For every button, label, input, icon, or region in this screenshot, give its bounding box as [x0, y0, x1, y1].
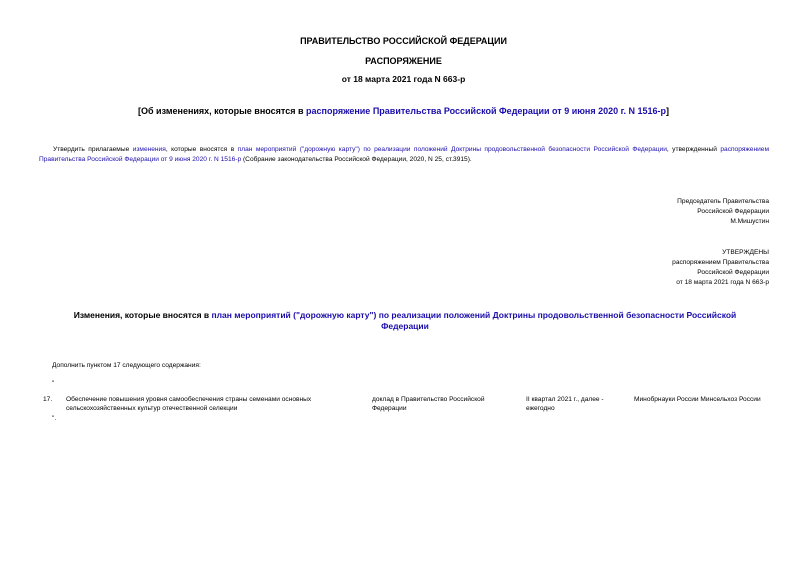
table-cell-measure: Обеспечение повышения уровня самообеспечения страны семенами основных сельскохозяйственных культур отечественной селекции [66, 396, 312, 412]
signature-name: М.Мишустин [730, 218, 769, 225]
title-link-decree[interactable]: распоряжение Правительства Российской Федерации от 9 июня 2020 г. N 1516-р [306, 106, 666, 116]
signature-title: Председатель Правительства [677, 198, 769, 205]
government-heading: ПРАВИТЕЛЬСТВО РОССИЙСКОЙ ФЕДЕРАЦИИ [300, 36, 507, 46]
quote-close: ". [52, 415, 57, 422]
link-changes[interactable]: изменения [132, 146, 166, 153]
title-suffix: ] [666, 106, 669, 116]
link-roadmap-plan[interactable]: план мероприятий ("дорожную карту") по реализации положений Доктрины продовольственной безопасности Российской Федерации [237, 146, 667, 153]
table-cell-deadline: II квартал 2021 г., далее - ежегодно [526, 396, 604, 412]
para-text: , утвержденный [666, 146, 721, 153]
main-paragraph [39, 145, 769, 165]
table-row-number: 17. [43, 396, 53, 403]
title-prefix: [Об изменениях, которые вносятся в [138, 106, 306, 116]
quote-open: " [52, 380, 55, 387]
approval-date: от 18 марта 2021 года N 663-р [676, 279, 769, 286]
para-text: , которые вносятся в [165, 146, 238, 153]
document-title [0, 106, 807, 116]
changes-title-link[interactable]: план мероприятий ("дорожную карту") по реализации положений Доктрины продовольственной безопасности Российской Федерации [211, 310, 737, 331]
table-cell-result: доклад в Правительство Российской Федерации [372, 396, 485, 412]
changes-title [60, 310, 750, 332]
approval-block [672, 248, 769, 288]
link-decree-1516[interactable]: распоряжением Правительства Российской Федерации от 9 июня 2020 г. N 1516-р [39, 146, 769, 163]
approval-line: распоряжением Правительства [672, 259, 769, 266]
signature-block [677, 197, 769, 227]
approval-line: Российской Федерации [697, 269, 769, 276]
approval-heading: УТВЕРЖДЕНЫ [722, 249, 769, 256]
supplement-instruction: Дополнить пунктом 17 следующего содержания: [52, 362, 201, 369]
signature-org: Российской Федерации [697, 208, 769, 215]
document-type: РАСПОРЯЖЕНИЕ [365, 56, 442, 66]
changes-title-prefix: Изменения, которые вносятся в [73, 310, 212, 320]
para-text: (Собрание законодательства Российской Федерации, 2020, N 25, ст.3915). [241, 156, 472, 163]
document-date-number: от 18 марта 2021 года N 663-р [341, 74, 466, 84]
para-text: Утвердить прилагаемые [53, 146, 133, 153]
table-cell-responsible: Минобрнауки России Минсельхоз России [634, 396, 761, 403]
